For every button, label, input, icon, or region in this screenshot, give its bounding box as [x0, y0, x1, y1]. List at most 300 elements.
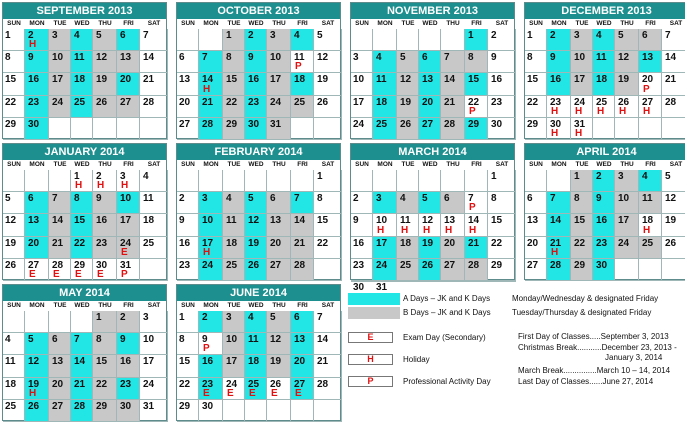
- day-cell: [71, 192, 93, 214]
- day-cell: [397, 237, 419, 259]
- day-number: 9: [120, 334, 126, 346]
- day-number: 25: [143, 237, 155, 249]
- day-number: 29: [491, 259, 503, 271]
- day-cell: [3, 29, 25, 51]
- day-marker: H: [203, 83, 211, 95]
- day-cell: [525, 29, 547, 51]
- holiday-label: Holiday: [403, 355, 430, 364]
- day-number: 11: [248, 334, 259, 346]
- day-number: 2: [202, 312, 208, 323]
- day-cell: [245, 51, 267, 73]
- day-number: 8: [226, 52, 232, 64]
- day-number: 14: [74, 356, 86, 368]
- weekday-header: THU: [446, 20, 460, 27]
- day-number: 21: [468, 237, 480, 249]
- day-cell: [291, 170, 314, 192]
- day-cell: [71, 118, 93, 140]
- christmas-break: Christmas Break...........December 23, 2013 -: [518, 343, 677, 352]
- day-number: 20: [28, 237, 40, 249]
- day-number: 21: [550, 237, 562, 249]
- day-cell: [140, 311, 168, 333]
- day-number: 20: [444, 237, 456, 249]
- day-number: 29: [226, 118, 238, 130]
- day-marker: E: [29, 268, 36, 280]
- day-cell: [49, 118, 71, 140]
- day-number: 4: [400, 193, 406, 205]
- day-cell: [465, 96, 488, 118]
- day-number: 14: [665, 52, 677, 64]
- day-cell: [177, 355, 199, 377]
- day-number: 7: [294, 193, 300, 205]
- day-cell: [3, 170, 25, 192]
- day-cell: [441, 259, 465, 281]
- day-cell: [593, 73, 615, 95]
- day-cell: [441, 170, 465, 192]
- month-april-2014: [524, 143, 685, 280]
- day-cell: [245, 214, 267, 236]
- day-cell: [662, 118, 685, 140]
- day-cell: [245, 311, 267, 333]
- day-marker: H: [597, 105, 605, 117]
- day-cell: [593, 192, 615, 214]
- day-cell: [291, 355, 314, 377]
- day-number: 20: [270, 237, 282, 249]
- day-marker: H: [575, 127, 583, 139]
- day-number: 6: [120, 30, 126, 41]
- day-number: 24: [376, 259, 388, 271]
- day-number: 22: [226, 96, 238, 108]
- day-cell: [441, 29, 465, 51]
- day-cell: [223, 378, 245, 400]
- day-cell: [525, 237, 547, 259]
- day-cell: [140, 192, 168, 214]
- day-number: 23: [353, 259, 365, 271]
- day-cell: [639, 214, 662, 236]
- weekday-header: FRI: [297, 20, 308, 27]
- day-cell: [662, 237, 685, 259]
- day-cell: [291, 192, 314, 214]
- weekday-header: WED: [422, 20, 438, 27]
- day-number: 1: [317, 171, 323, 182]
- day-cell: [571, 118, 593, 140]
- day-cell: [547, 29, 571, 51]
- day-number: 6: [527, 193, 533, 205]
- month-december-2013: [524, 2, 685, 139]
- day-cell: [525, 192, 547, 214]
- day-cell: [25, 311, 49, 333]
- day-number: 25: [74, 96, 86, 108]
- day-cell: [639, 73, 662, 95]
- day-cell: [547, 118, 571, 140]
- day-number: 16: [96, 215, 108, 227]
- day-number: 31: [574, 118, 586, 130]
- day-number: 27: [527, 259, 539, 271]
- day-cell: [267, 333, 291, 355]
- day-cell: [245, 170, 267, 192]
- day-marker: P: [469, 105, 476, 117]
- day-number: 18: [294, 74, 306, 86]
- day-number: 8: [574, 193, 580, 205]
- day-number: 2: [179, 193, 185, 205]
- weekday-header: FRI: [645, 20, 656, 27]
- day-cell: [593, 259, 615, 281]
- day-number: 13: [642, 52, 654, 64]
- day-cell: [49, 73, 71, 95]
- day-number: 19: [618, 74, 630, 86]
- pa-day-marker: P: [348, 376, 393, 387]
- day-number: 13: [52, 356, 64, 368]
- day-number: 27: [179, 118, 191, 130]
- day-number: 4: [226, 193, 232, 205]
- day-number: 5: [5, 193, 11, 205]
- weekday-header: WED: [248, 302, 264, 309]
- day-marker: E: [271, 387, 278, 399]
- day-cell: [117, 378, 140, 400]
- day-number: 6: [270, 193, 276, 205]
- day-number: 22: [574, 237, 586, 249]
- weekday-header: SAT: [321, 20, 335, 27]
- day-cell: [117, 29, 140, 51]
- day-cell: [291, 259, 314, 281]
- day-number: 3: [618, 171, 624, 182]
- day-number: 11: [5, 356, 16, 368]
- day-number: 4: [143, 171, 149, 182]
- day-cell: [93, 118, 117, 140]
- day-number: 21: [143, 74, 155, 86]
- day-cell: [662, 192, 685, 214]
- day-cell: [397, 214, 419, 236]
- month-march-2014: [350, 143, 515, 293]
- day-cell: [441, 118, 465, 140]
- day-cell: [93, 237, 117, 259]
- christmas-break-end: January 3, 2014: [605, 353, 663, 362]
- day-cell: [373, 281, 397, 293]
- day-number: 30: [550, 118, 562, 130]
- day-cell: [177, 118, 199, 140]
- day-cell: [639, 118, 662, 140]
- day-number: 24: [226, 378, 238, 390]
- weekday-header: THU: [446, 161, 460, 168]
- day-cell: [571, 259, 593, 281]
- day-cell: [373, 237, 397, 259]
- weekday-header: THU: [620, 20, 634, 27]
- day-cell: [441, 237, 465, 259]
- day-cell: [93, 170, 117, 192]
- weekday-header: WED: [596, 161, 612, 168]
- day-cell: [245, 333, 267, 355]
- day-number: 26: [317, 96, 329, 108]
- day-number: 7: [317, 312, 323, 323]
- day-cell: [397, 118, 419, 140]
- weekday-header: MON: [377, 161, 393, 168]
- day-cell: [267, 96, 291, 118]
- day-number: 15: [226, 74, 238, 86]
- day-number: 10: [143, 334, 155, 346]
- day-number: 28: [468, 259, 480, 271]
- day-number: 26: [248, 259, 260, 271]
- day-cell: [419, 259, 441, 281]
- day-cell: [465, 118, 488, 140]
- day-cell: [267, 355, 291, 377]
- day-cell: [547, 214, 571, 236]
- day-cell: [223, 333, 245, 355]
- day-cell: [93, 73, 117, 95]
- day-cell: [140, 73, 168, 95]
- day-cell: [245, 400, 267, 422]
- day-number: 21: [444, 96, 456, 108]
- day-number: 26: [400, 118, 412, 130]
- day-number: 19: [665, 215, 677, 227]
- day-cell: [177, 96, 199, 118]
- day-number: 20: [422, 96, 434, 108]
- weekday-header: MON: [551, 161, 567, 168]
- day-number: 21: [52, 237, 64, 249]
- day-cell: [140, 378, 168, 400]
- day-cell: [199, 333, 223, 355]
- day-cell: [615, 29, 639, 51]
- day-number: 31: [120, 259, 132, 271]
- day-cell: [71, 170, 93, 192]
- day-number: 12: [28, 356, 40, 368]
- day-number: 30: [353, 282, 365, 293]
- day-number: 16: [491, 74, 503, 86]
- day-number: 18: [596, 74, 608, 86]
- day-number: 3: [202, 193, 208, 205]
- day-number: 7: [550, 193, 556, 205]
- day-number: 6: [642, 30, 648, 41]
- day-cell: [245, 192, 267, 214]
- weekday-header: SUN: [529, 161, 543, 168]
- day-cell: [71, 311, 93, 333]
- day-cell: [314, 333, 342, 355]
- day-cell: [662, 96, 685, 118]
- day-number: 27: [444, 259, 456, 271]
- day-cell: [199, 51, 223, 73]
- day-cell: [177, 311, 199, 333]
- day-cell: [49, 378, 71, 400]
- day-number: 5: [270, 312, 276, 323]
- day-number: 22: [468, 96, 480, 108]
- day-cell: [93, 29, 117, 51]
- month-title: MAY 2014: [3, 285, 166, 301]
- weekday-header: MON: [551, 20, 567, 27]
- day-number: 17: [120, 215, 132, 227]
- day-cell: [615, 192, 639, 214]
- day-cell: [93, 400, 117, 422]
- day-cell: [140, 237, 168, 259]
- day-number: 11: [400, 215, 411, 227]
- month-november-2013: [350, 2, 515, 139]
- weekday-header: TUE: [53, 302, 67, 309]
- day-cell: [71, 333, 93, 355]
- day-cell: [571, 51, 593, 73]
- day-cell: [140, 333, 168, 355]
- weekday-header: WED: [596, 20, 612, 27]
- march-break: March Break...............March 10 – 14, 2014: [518, 366, 671, 375]
- day-marker: H: [575, 105, 583, 117]
- day-cell: [639, 29, 662, 51]
- day-cell: [397, 51, 419, 73]
- day-cell: [223, 192, 245, 214]
- month-title: OCTOBER 2013: [177, 3, 340, 19]
- day-number: 19: [270, 356, 282, 368]
- day-marker: E: [97, 268, 104, 280]
- day-number: 30: [596, 259, 608, 271]
- day-cell: [223, 170, 245, 192]
- day-number: 20: [52, 378, 64, 390]
- day-cell: [419, 96, 441, 118]
- day-cell: [291, 73, 314, 95]
- day-number: 27: [642, 96, 654, 108]
- day-cell: [488, 29, 516, 51]
- day-number: 4: [5, 334, 11, 346]
- day-number: 10: [202, 215, 214, 227]
- day-cell: [49, 355, 71, 377]
- day-cell: [177, 378, 199, 400]
- day-number: 4: [74, 30, 80, 41]
- first-day-of-classes: First Day of Classes.....September 3, 2013: [518, 332, 669, 341]
- day-number: 14: [317, 334, 329, 346]
- day-cell: [525, 170, 547, 192]
- day-number: 20: [179, 96, 191, 108]
- weekday-header: MON: [203, 161, 219, 168]
- day-cell: [267, 214, 291, 236]
- exam-day-marker: E: [348, 332, 393, 343]
- day-number: 19: [317, 74, 329, 86]
- day-cell: [25, 259, 49, 281]
- day-cell: [93, 333, 117, 355]
- day-cell: [223, 96, 245, 118]
- day-cell: [49, 333, 71, 355]
- day-number: 1: [491, 171, 497, 182]
- day-number: 16: [248, 74, 260, 86]
- day-cell: [71, 259, 93, 281]
- day-cell: [465, 170, 488, 192]
- weekday-header: WED: [248, 161, 264, 168]
- day-number: 13: [270, 215, 282, 227]
- day-cell: [49, 96, 71, 118]
- day-number: 8: [74, 193, 80, 205]
- month-title: JANUARY 2014: [3, 144, 166, 160]
- weekday-header: SAT: [321, 302, 335, 309]
- day-cell: [571, 29, 593, 51]
- day-number: 18: [143, 215, 155, 227]
- month-title: MARCH 2014: [351, 144, 514, 160]
- day-number: 15: [527, 74, 539, 86]
- day-marker: P: [121, 268, 128, 280]
- day-number: 12: [422, 215, 434, 227]
- day-number: 29: [527, 118, 539, 130]
- day-cell: [140, 259, 168, 281]
- b-day-swatch: [348, 307, 400, 319]
- day-number: 7: [52, 193, 58, 205]
- day-cell: [639, 192, 662, 214]
- day-number: 12: [400, 74, 412, 86]
- day-number: 12: [618, 52, 630, 64]
- day-cell: [223, 259, 245, 281]
- day-number: 25: [642, 237, 654, 249]
- day-number: 18: [226, 237, 238, 249]
- day-cell: [397, 29, 419, 51]
- day-number: 2: [120, 312, 126, 323]
- day-number: 17: [52, 74, 64, 86]
- day-number: 5: [618, 30, 624, 41]
- day-marker: H: [619, 105, 627, 117]
- day-cell: [465, 214, 488, 236]
- day-number: 19: [400, 96, 412, 108]
- day-number: 9: [596, 193, 602, 205]
- day-cell: [3, 378, 25, 400]
- day-cell: [223, 311, 245, 333]
- month-october-2013: [176, 2, 341, 139]
- day-number: 14: [468, 215, 480, 227]
- day-cell: [71, 378, 93, 400]
- day-cell: [93, 378, 117, 400]
- day-number: 16: [202, 356, 214, 368]
- weekday-header: TUE: [53, 20, 67, 27]
- day-cell: [3, 96, 25, 118]
- day-number: 27: [52, 400, 64, 412]
- day-number: 22: [527, 96, 539, 108]
- day-number: 13: [179, 74, 191, 86]
- day-cell: [419, 214, 441, 236]
- weekday-header: WED: [74, 161, 90, 168]
- day-number: 22: [179, 378, 191, 390]
- day-cell: [3, 355, 25, 377]
- day-cell: [488, 281, 516, 282]
- day-cell: [373, 170, 397, 192]
- day-number: 18: [5, 378, 17, 390]
- day-cell: [25, 214, 49, 236]
- day-number: 24: [270, 96, 282, 108]
- day-cell: [49, 51, 71, 73]
- day-cell: [25, 333, 49, 355]
- day-number: 31: [376, 282, 388, 293]
- day-number: 26: [618, 96, 630, 108]
- day-cell: [351, 29, 373, 51]
- day-number: 27: [422, 118, 434, 130]
- day-cell: [140, 400, 168, 422]
- day-number: 5: [665, 171, 671, 182]
- day-marker: P: [295, 61, 302, 73]
- day-cell: [662, 51, 685, 73]
- day-cell: [351, 170, 373, 192]
- day-cell: [547, 96, 571, 118]
- day-number: 20: [294, 356, 306, 368]
- day-number: 16: [179, 237, 191, 249]
- day-cell: [639, 170, 662, 192]
- day-number: 12: [665, 193, 677, 205]
- day-cell: [465, 281, 488, 282]
- day-cell: [177, 29, 199, 51]
- day-cell: [177, 237, 199, 259]
- day-number: 22: [5, 96, 17, 108]
- day-cell: [373, 29, 397, 51]
- day-marker: P: [643, 83, 650, 95]
- day-number: 1: [226, 30, 232, 41]
- day-cell: [571, 237, 593, 259]
- month-february-2014: [176, 143, 341, 280]
- day-cell: [117, 51, 140, 73]
- day-number: 20: [642, 74, 654, 86]
- day-cell: [314, 73, 342, 95]
- day-cell: [441, 51, 465, 73]
- day-cell: [3, 237, 25, 259]
- day-cell: [245, 237, 267, 259]
- day-number: 23: [596, 237, 608, 249]
- day-cell: [140, 170, 168, 192]
- day-cell: [525, 118, 547, 140]
